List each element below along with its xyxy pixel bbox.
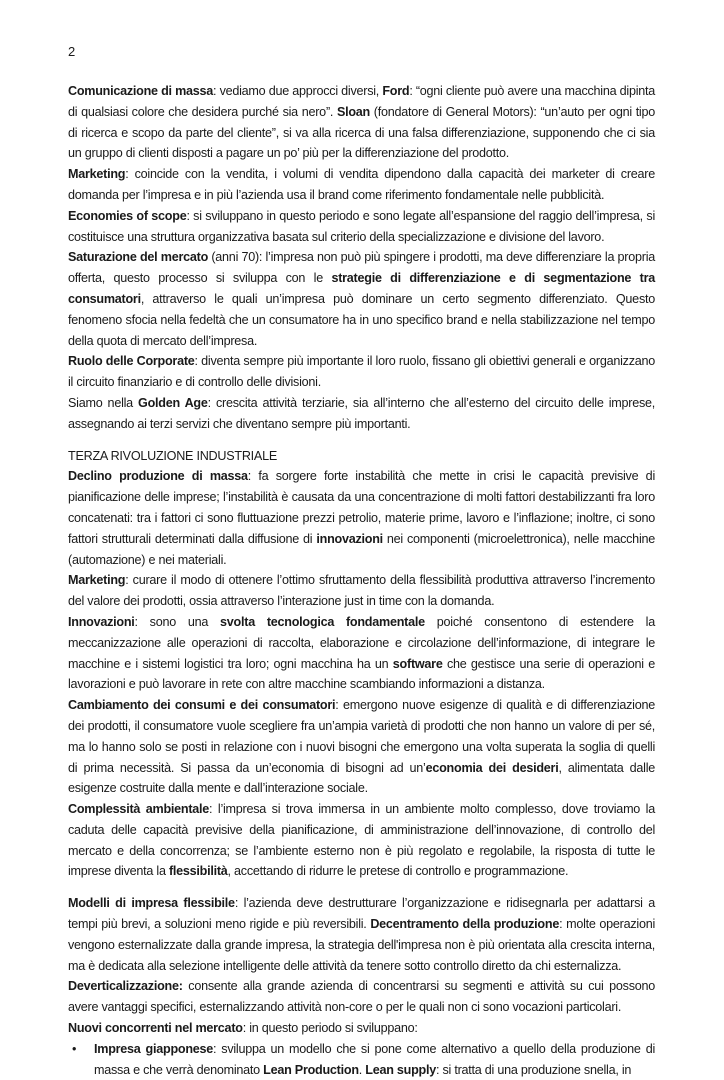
term: Deverticalizzazione: [68,979,183,994]
paragraph-declino-produzione-di-massa [68,466,655,570]
page-number: 2 [68,44,75,59]
term: Marketing [68,573,126,588]
text: : emergono nuove esigenze di qualità e di differenziazione dei prodotti, il consumatore vuole scegliere fra un’ampia varietà di prodotti che non hanno un valore di per sé, ma lo hanno solo se posti in relazione con i nuovi bisogni che emergono una volta superata la soglia di quelli di prima necessità. Si passa da un’economia di bisogni ad un’ [68,698,655,775]
term: Decentramento della produzione [370,917,560,932]
text: , attraverso le quali un’impresa può dominare un certo segmento differenziato. Questo fenomeno sfocia nella fedeltà che un consumatore ha in uno specifico brand e nella stabilizzazione nel tempo della quota di mercato dell’impresa. [68,291,655,348]
text: : “ogni cliente può avere una macchina dipinta di qualsiasi colore che desidera purché sia nero”. [68,84,655,119]
text: , alimentata dalle esigenze costruite dalla mente e dall’interazione sociale. [68,760,656,796]
term: Complessità ambientale [68,802,210,817]
paragraph-ruolo-delle-corporate [68,351,655,393]
text: : curare il modo di ottenere l’ottimo sfruttamento della flessibilità produttiva attraverso l’incremento del valore dei prodotti, ossia attraverso l’interazione just in time con la domanda. [68,573,655,609]
text: Siamo nella [68,395,139,410]
text: nei componenti (microelettronica), nelle macchine (automazione) e nei materiali. [68,531,655,567]
paragraph-marketing [68,164,655,206]
term: Golden Age [138,395,208,410]
text: : vediamo due approcci diversi, [213,84,383,98]
text: consente alla grande azienda di concentrarsi su segmenti e attività su cui possono avere vantaggi specifici, esternalizzando attività non-core o per le quali non ci sono vocazioni particolari. [68,979,655,1015]
text: poiché consentono di estendere la meccanizzazione alle operazioni di raccolta, elaborazione e circolazione dell’informazione, di integrare le macchine e i sistemi logistici tra loro; ogni macchina ha un [68,614,655,671]
term: strategie di differenziazione e di segmentazione tra consumatori [68,271,655,306]
text: : fa sorgere forte instabilità che mette in crisi le capacità previsive di pianificazione delle imprese; l’instabilità è causata da una concentrazione di molti fattori destabilizzanti fra loro concatenati: tra i fattori ci sono fluttuazione prezzi petrolio, materie prime, lavoro e l’inflazione; inoltre, ci sono fattori strutturali determinati dalla diffusione di [68,469,655,546]
term: Comunicazione di massa [68,84,214,98]
text: (fondatore di General Motors): “un’auto per ogni tipo di ricerca e scopo da parte del cliente”, si va alla ricerca di una falsa differenziazione, supponendo che ci sia un gruppo di clienti disposti a pagare un po’ più per la differenziazione del prodotto. [68,104,655,161]
bullet-list [68,1039,655,1080]
paragraph-marketing-2 [68,570,655,612]
text: : si tratta di una produzione snella, in [436,1062,632,1077]
spacer [68,435,655,446]
term: svolta tecnologica fondamentale [220,614,425,629]
paragraph-comunicazione-di-massa [68,81,655,164]
text: (anni 70): l’impresa non può più spingere i prodotti, ma deve differenziare la propria offerta, questo processo si sviluppa con le [68,250,655,286]
term: software [392,656,443,671]
document-body [68,81,655,1080]
term: economia dei desideri [425,760,559,775]
term: innovazioni [316,531,383,546]
paragraph-golden-age [68,393,655,435]
text: : l’impresa si trova immersa in un ambiente molto complesso, dove troviamo la caduta delle capacità previsive della pianificazione, di amministrazione dell’innovazione, di controllo del mercato e della concorrenza; se l’ambiente esterno non è più regolato e regolabile, la risposta di tutte le imprese diventa la [68,802,655,879]
term: Saturazione del mercato [68,250,209,265]
paragraph-deverticalizzazione [68,976,655,1018]
text: : in questo periodo si sviluppano: [242,1021,418,1036]
text: : crescita attività terziarie, sia all’interno che all’esterno del circuito delle imprese, assegnando ai terzi servizi che diventano sempre più importanti. [68,395,656,431]
paragraph-innovazioni [68,612,655,695]
paragraph-modelli-impresa-flessibile [68,893,655,976]
term: Lean Production [263,1062,359,1077]
section-heading: TERZA RIVOLUZIONE INDUSTRIALE [68,448,277,463]
term: Sloan [336,104,370,119]
term: Ford [382,84,410,98]
term: Impresa giapponese [94,1041,214,1056]
text: : molte operazioni vengono esternalizzate dalla grande impresa, la strategia dell'impresa non è più orientata alla crescita interna, ma è dedicata alla selezione intelligente delle attività da tenere sotto controllo diretto da chi esternalizza. [68,917,656,973]
term: Lean supply [365,1062,436,1077]
paragraph-economies-of-scope [68,206,655,248]
term: flessibilità [168,864,228,879]
text: : l’azienda deve destrutturare l’organizzazione e ridisegnarla per adattarsi a tempi più brevi, a soluzioni meno rigide e più reversibili. [68,896,655,932]
text: , accettando di ridurre le pretese di controllo e programmazione. [227,864,569,879]
text: : coincide con la vendita, i volumi di vendita dipendono dalla capacità dei marketer di creare domanda per l’impresa e in più l’azienda usa il brand come riferimento fondamentale nelle pubblicità. [68,167,655,202]
term: Marketing [68,167,126,182]
text: . [358,1062,366,1077]
text: : sono una [134,614,221,629]
text: : si sviluppano in questo periodo e sono legate all’espansione del raggio dell’impresa, si costituisce una struttura organizzativa basata sul criterio della specializzazione e divisione del lavoro. [68,208,655,244]
term: Innovazioni [68,614,135,629]
text: : sviluppa un modello che si pone come alternativo a quello della produzione di massa e che verrà denominato [94,1041,655,1077]
paragraph-nuovi-concorrenti [68,1018,655,1039]
paragraph-complessita-ambientale [68,799,655,882]
term: Nuovi concorrenti nel mercato [68,1021,243,1036]
paragraph-saturazione-del-mercato [68,247,655,351]
term: Economies of scope [68,208,187,223]
spacer [68,882,655,893]
term: Cambiamento dei consumi e dei consumatori [68,698,336,713]
bullet-icon: • [72,1041,77,1056]
paragraph-cambiamento-consumi [68,695,655,799]
list-item [68,1039,655,1080]
text: che gestisce una serie di operazioni e lavorazioni e può lavorare in rete con altre macchine scambiando informazioni a distanza. [68,656,655,692]
term: Ruolo delle Corporate [68,354,195,369]
term: Declino produzione di massa [68,469,248,484]
term: Modelli di impresa flessibile [68,896,235,911]
text: : diventa sempre più importante il loro ruolo, fissano gli obiettivi generali e organizzano il circuito finanziario e di controllo delle divisioni. [68,354,656,390]
